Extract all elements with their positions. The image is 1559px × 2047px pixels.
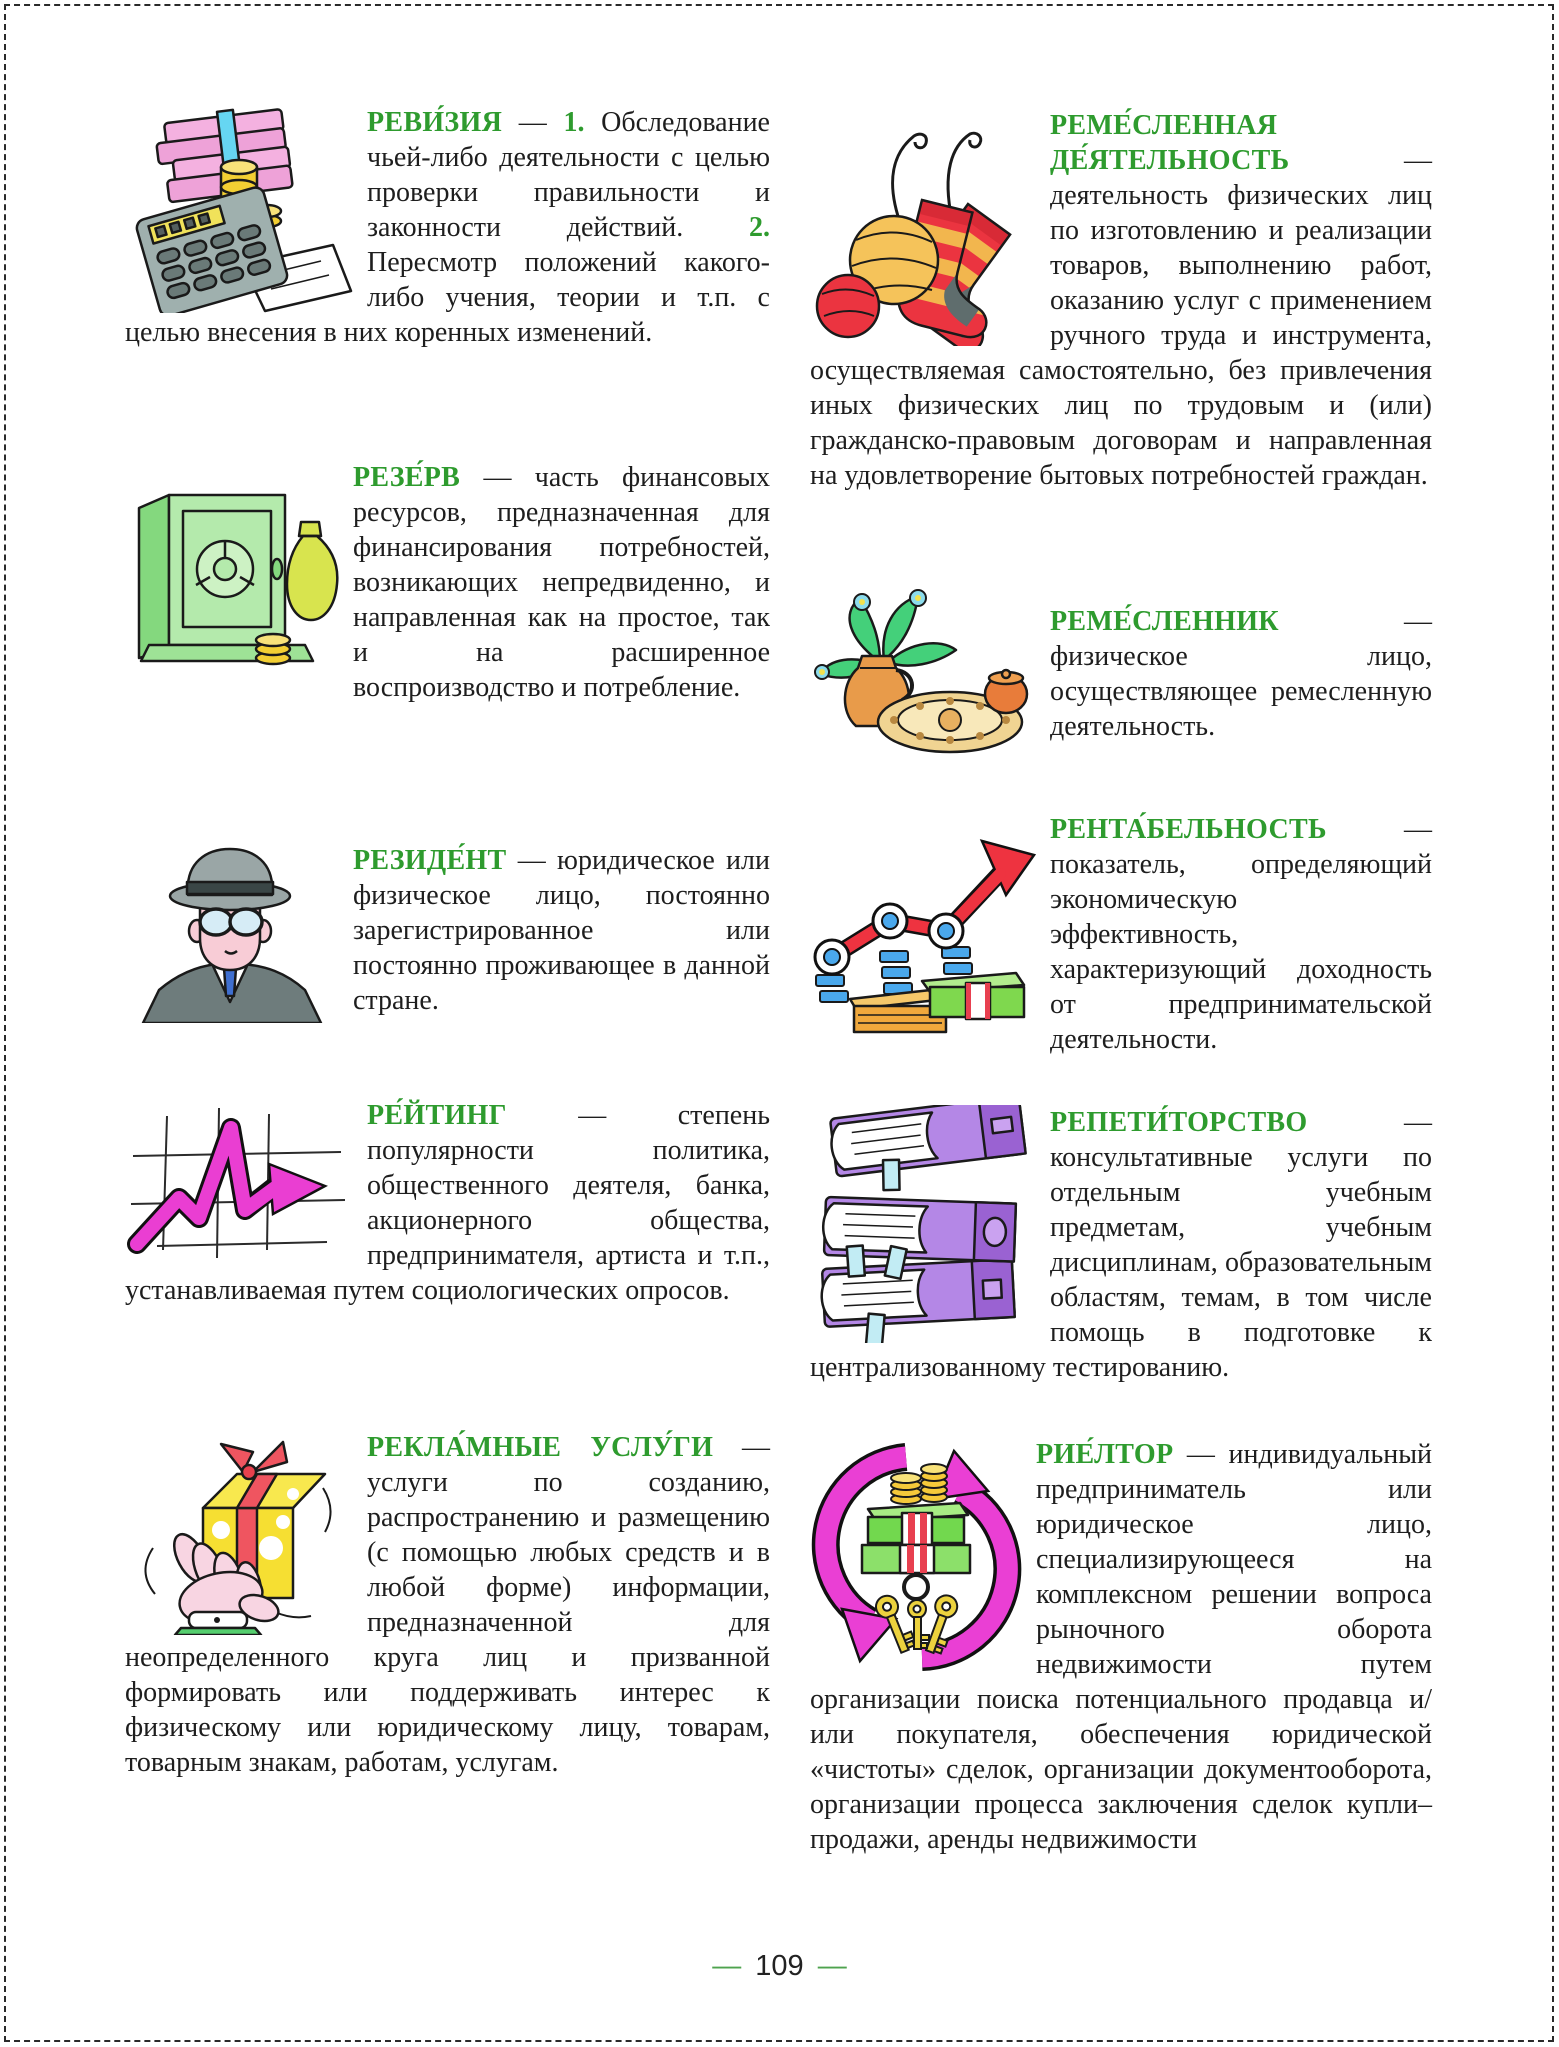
books-drawing	[810, 1105, 1036, 1343]
definition-sep: —	[1278, 606, 1432, 637]
man-in-hat-and-dark-glasses-illustration	[125, 838, 339, 1023]
definition-repetitorstvo	[810, 1105, 1432, 1385]
definition-reklamnye-uslugi	[125, 1430, 770, 1780]
entry-reviziya	[125, 105, 770, 350]
sense-number-1: 1.	[563, 107, 585, 138]
sense-number-2: 2.	[749, 212, 770, 243]
definition-body: юридическое или физическое лицо, постоянно зарегистрированное или постоянно проживающее в данной стране.	[353, 845, 770, 1016]
entry-rezerv	[125, 460, 770, 705]
entry-rezident	[125, 838, 770, 1023]
definition-sep: —	[713, 1432, 771, 1463]
safe-drawing	[125, 482, 339, 684]
profitability-chart-drawing	[810, 829, 1036, 1041]
definition-sep: —	[1173, 1439, 1229, 1470]
definition-body: услуги по созданию, распространению и размещению (с помощью любых средств и в любой форме) информации, предназначенной для неопределенного круга лиц и призванной формировать или поддерживать интерес к физическому или юридическому лицу, товарам, товарным знакам, работам, услугам.	[125, 1467, 770, 1778]
definition-sep: —	[1307, 1107, 1432, 1138]
entry-reklamnye-uslugi	[125, 1430, 770, 1780]
calculator-with-money-and-coins-illustration	[125, 105, 353, 313]
definition-rieltor	[810, 1437, 1432, 1857]
term-remeslennik: РЕМЕ́СЛЕННИК	[1050, 606, 1279, 637]
resident-man-drawing	[125, 838, 339, 1023]
definition-sep: —	[502, 107, 564, 138]
term-reviziya: РЕВИ́ЗИЯ	[367, 107, 503, 138]
pottery-and-plant-illustration	[810, 588, 1036, 760]
footer-left-dash: —	[712, 1950, 742, 1982]
definition-rezerv	[353, 460, 770, 705]
definition-sep: —	[506, 845, 558, 876]
page-footer	[0, 1950, 1559, 1983]
term-rezident: РЕЗИДЕ́НТ	[353, 845, 507, 876]
definition-body: часть финансовых ресурсов, предназначенная для финансирования потребностей, возникающих непредвиденно, и направленная как на простое, так и на расширенное воспроизводство и потребление.	[353, 462, 770, 703]
definition-sep: —	[1326, 814, 1432, 845]
entry-repetitorstvo	[810, 1105, 1432, 1385]
green-safe-with-money-bag-illustration	[125, 482, 339, 684]
rating-chart-drawing	[125, 1098, 353, 1270]
definition-body: Пересмотр положений какого-либо учения, теории и т.п. с целью внесения в них коренных изменений.	[125, 247, 770, 348]
footer-right-dash: —	[817, 1950, 847, 1982]
definition-sep: —	[460, 462, 535, 493]
term-remeslennaya-deyatelnost: РЕМЕ́СЛЕННАЯ ДЕ́ЯТЕЛЬНОСТЬ	[1050, 110, 1290, 176]
entry-remeslennaya-deyatelnost	[810, 108, 1432, 493]
entry-rentabelnost	[810, 812, 1432, 1057]
term-reklamnye-uslugi: РЕКЛА́МНЫЕ УСЛУ́ГИ	[367, 1432, 714, 1463]
definition-body: показатель, определяющий экономическую эффективность, характеризующий доходность от предпринимательской деятельности.	[1050, 849, 1432, 1055]
hand-holding-gift-box-illustration	[125, 1430, 353, 1635]
entry-remeslennik	[810, 588, 1432, 760]
definition-reyting	[125, 1098, 770, 1308]
definition-reviziya	[125, 105, 770, 350]
definition-remeslennaya-deyatelnost	[810, 108, 1432, 493]
entry-rieltor	[810, 1437, 1432, 1857]
definition-body: деятельность физических лиц по изготовлению и реализации товаров, выполнению работ, оказанию услуг с применением ручного труда и инструмента, осуществляемая самостоятельно, без привлечения иных физических лиц по трудовым и (или) гражданско-правовым договорам и направленная на удовлетворение бытовых потребностей граждан.	[810, 180, 1432, 491]
definition-rentabelnost	[1050, 812, 1432, 1057]
definition-body: индивидуальный предприниматель или юридическое лицо, специализирующееся на комплексном решении вопроса рыночного оборота недвижимости путем организации поиска потенциального продавца и/или покупателя, обеспечения юридической «чистоты» сделок, организации документооборота, организации процесса заключения сделок купли–продажи, аренды недвижимости	[810, 1439, 1432, 1855]
realtor-cycle-drawing	[810, 1437, 1022, 1675]
page-number: 109	[755, 1950, 804, 1982]
calculator-money-drawing	[125, 105, 353, 313]
term-repetitorstvo: РЕПЕТИ́ТОРСТВО	[1050, 1107, 1308, 1138]
stack-of-books-illustration	[810, 1105, 1036, 1343]
pottery-drawing	[810, 588, 1036, 760]
yarn-socks-drawing	[810, 108, 1036, 346]
term-rentabelnost: РЕНТА́БЕЛЬНОСТЬ	[1050, 814, 1327, 845]
entry-reyting	[125, 1098, 770, 1308]
term-rezerv: РЕЗЕ́РВ	[353, 462, 461, 493]
definition-body: Обследование чьей-либо деятельности с целью проверки правильности и законности действий.	[367, 107, 770, 243]
yarn-balls-and-knitted-socks-illustration	[810, 108, 1036, 346]
term-rieltor: РИЕ́ЛТОР	[1036, 1439, 1174, 1470]
definition-sep: —	[506, 1100, 678, 1131]
definition-body: степень популярности политика, общественного деятеля, банка, акционерного общества, предпринимателя, артиста и т.п., устанавливаемая путем социологических опросов.	[125, 1100, 770, 1306]
rising-zigzag-arrow-chart-illustration	[125, 1098, 353, 1270]
money-cycle-with-keys-illustration	[810, 1437, 1022, 1675]
definition-remeslennik	[1050, 604, 1432, 744]
term-reyting: РЕ́ЙТИНГ	[367, 1100, 507, 1131]
definition-rezident	[353, 843, 770, 1018]
growth-arrow-over-money-illustration	[810, 829, 1036, 1041]
gift-hand-drawing	[125, 1430, 353, 1635]
definition-body: физическое лицо, осуществляющее ремесленную деятельность.	[1050, 641, 1432, 742]
definition-body: консультативные услуги по отдельным учебным предметам, учебным дисциплинам, образовательным областям, темам, в том числе помощь в подготовке к централизованному тестированию.	[810, 1142, 1432, 1383]
definition-sep: —	[1289, 145, 1432, 176]
